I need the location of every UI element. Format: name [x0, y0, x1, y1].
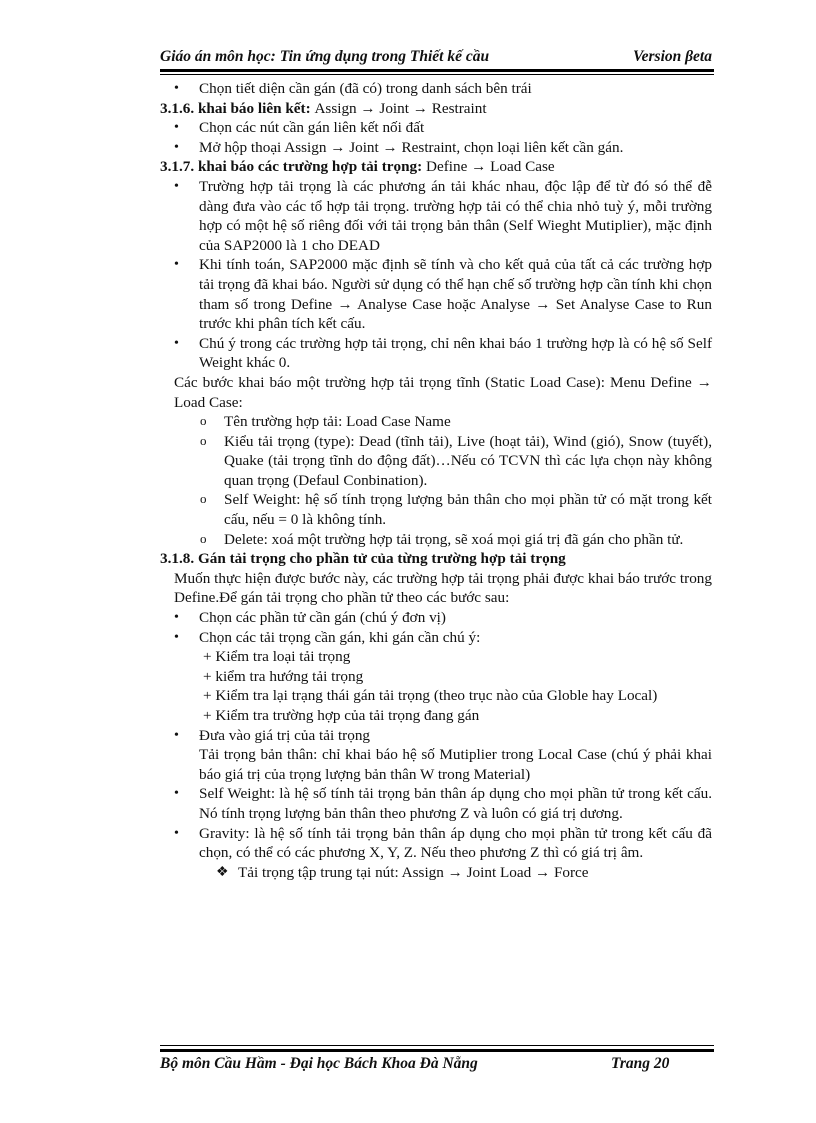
header-rule-thin [160, 74, 714, 75]
list-item: • Chọn tiết diện cần gán (đã có) trong danh sách bên trái [160, 79, 712, 99]
footer-rule-thick [160, 1049, 714, 1052]
page-header [160, 48, 712, 68]
list-item: • Mở hộp thoại Assign → Joint → Restraint, chọn loại liên kết cần gán. [160, 138, 712, 158]
diamond-list-item: ❖ Tải trọng tập trung tại nút: Assign → Joint Load → Force [160, 863, 712, 883]
menu-path: Assign → Joint → Restraint [314, 99, 487, 117]
footer-department: Bộ môn Cầu Hầm - Đại học Bách Khoa Đà Nẵng [160, 1055, 478, 1072]
check-item: + Kiểm tra loại tải trọng [203, 648, 351, 666]
section-heading-3-1-8: 3.1.8. Gán tải trọng cho phần tử của từng trường hợp tải trọng [160, 550, 566, 568]
list-item: • Chọn các tải trọng cần gán, khi gán cần chú ý: [160, 628, 712, 648]
header-version: Version βeta [633, 48, 712, 65]
section-number: 3.1.6. khai báo liên kết: [160, 99, 311, 117]
sub-list-item: o Self Weight: hệ số tính trọng lượng bản thân cho mọi phần tử có mặt trong kết cấu, nếu = 0 là không tính. [160, 490, 712, 529]
list-item: • Gravity: là hệ số tính tải trọng bản thân áp dụng cho mọi phần tử trong kết cấu đã chọn, có thể có các phương X, Y, Z. Nếu theo phương Z thì có giá trị âm. [160, 824, 712, 863]
list-item: • Trường hợp tải trọng là các phương án tải khác nhau, độc lập để từ đó só thể đễ dàng đưa vào các tổ hợp tải trọng. trường hợp tải có thể chia nhỏ tuỳ ý, mỗi trường hợp có một hệ số riêng đối với tải trọng bản thân (Self Wieght Mutiplier), mặc định của SAP2000 là 1 cho DEAD [160, 177, 712, 255]
menu-path: Define → Load Case [426, 158, 555, 176]
paragraph: Muốn thực hiện được bước này, các trường hợp tải trọng phải được khai báo trước trong Define.Để gán tải trọng cho phần tử theo các bước sau: [174, 569, 712, 607]
list-item: • Khi tính toán, SAP2000 mặc định sẽ tính và cho kết quả của tất cả các trường hợp tải trọng đã khai báo. Người sử dụng có thể hạn chế số trường hợp cần tính khi chọn tham số trong Define → Analyse Case hoặc Analyse → Set Analyse Case to Run trước khi phân tích kết cấu. [160, 255, 712, 333]
section-heading-3-1-6 [160, 99, 712, 119]
section-heading-3-1-7 [160, 157, 712, 177]
page-footer [160, 1055, 712, 1075]
header-course-title: Giáo án môn học: Tin ứng dụng trong Thiết kế cầu [160, 48, 490, 65]
section-number: 3.1.7. khai báo các trường hợp tải trọng: [160, 158, 423, 176]
paragraph: Tải trọng bản thân: chỉ khai báo hệ số Mutiplier trong Local Case (chú ý phải khai báo giá trị của trọng lượng bản thân W trong Material) [199, 746, 712, 783]
list-item: • Chọn các nút cần gán liên kết nối đất [160, 118, 712, 138]
page-number: Trang 20 [611, 1055, 670, 1072]
list-item: • Chọn các phần tử cần gán (chú ý đơn vị) [160, 608, 712, 628]
sub-list-item: o Delete: xoá một trường hợp tải trọng, sẽ xoá mọi giá trị đã gán cho phần tử. [160, 530, 712, 550]
paragraph: Các bước khai báo một trường hợp tải trọng tĩnh (Static Load Case): Menu Define → Load Case: [174, 373, 712, 411]
check-item: + kiểm tra hướng tải trọng [203, 667, 364, 685]
list-item: • Chú ý trong các trường hợp tải trọng, chỉ nên khai báo 1 trường hợp là có hệ số Self Weight khác 0. [160, 334, 712, 373]
sub-list-item: o Kiểu tải trọng (type): Dead (tĩnh tải), Live (hoạt tải), Wind (gió), Snow (tuyết), Quake (tải trọng tĩnh do động đất)…Nếu có TCVN thì các lựa chọn này không quan trọng (Defaul Conbination). [160, 432, 712, 491]
sub-list-item: o Tên trường hợp tải: Load Case Name [160, 412, 712, 432]
list-item: • Đưa vào giá trị của tải trọng [160, 726, 712, 746]
list-item: • Self Weight: là hệ số tính tải trọng bản thân áp dụng cho mọi phần tử trong kết cấu. Nó tính trọng lượng bản thân theo phương Z và luôn có giá trị dương. [160, 784, 712, 823]
header-rule-thick [160, 69, 714, 72]
document-body [160, 79, 712, 882]
check-item: + Kiểm tra lại trạng thái gán tải trọng (theo trục nào của Globle hay Local) [203, 687, 658, 705]
footer-rule-thin [160, 1045, 714, 1046]
check-item: + Kiểm tra trường hợp của tải trọng đang gán [203, 707, 480, 724]
